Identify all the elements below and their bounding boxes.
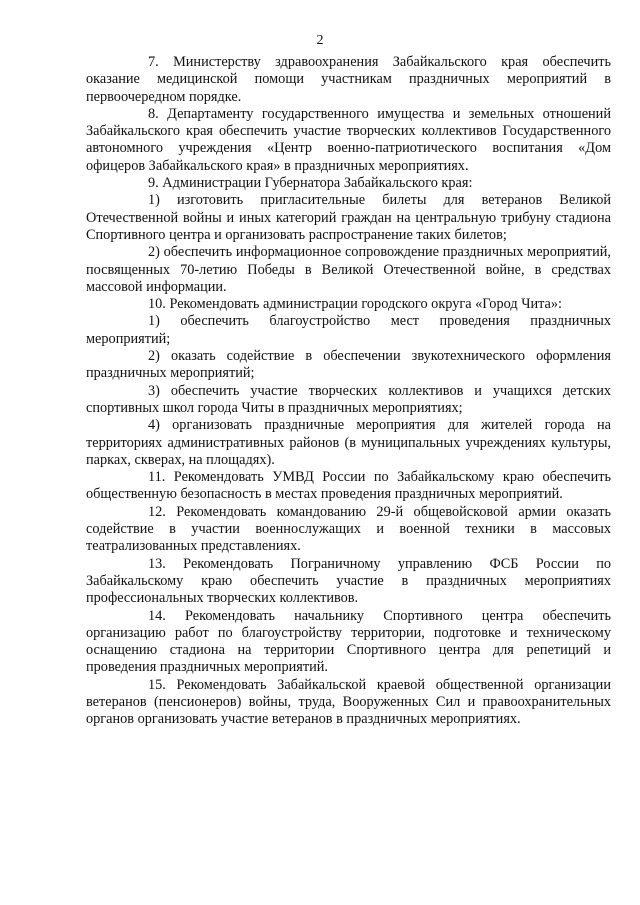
paragraph-10-item-2: 2) оказать содействие в обеспечении звукотехнического оформления праздничных мероприятий; xyxy=(86,348,611,382)
paragraph-15: 15. Рекомендовать Забайкальской краевой общественной организации ветеранов (пенсионеров) войны, труда, Вооруженных Сил и правоохранительных органов организовать участие ветеранов в праздничных мероприятиях. xyxy=(86,676,611,728)
paragraph-12: 12. Рекомендовать командованию 29-й общевойсковой армии оказать содействие в участии военнослужащих и военной техники в массовых театрализованных представлениях. xyxy=(86,503,611,555)
paragraph-14: 14. Рекомендовать начальнику Спортивного центра обеспечить организацию работ по благоустройству территории, подготовке и техническому оснащению стадиона на территории Спортивного центра для репетиций и проведения праздничных мероприятий. xyxy=(86,607,611,676)
paragraph-10-item-3: 3) обеспечить участие творческих коллективов и учащихся детских спортивных школ города Читы в праздничных мероприятиях; xyxy=(86,382,611,416)
paragraph-9-item-2: 2) обеспечить информационное сопровождение праздничных мероприятий, посвященных 70-летию Победы в Великой Отечественной войне, в средствах массовой информации. xyxy=(86,244,611,295)
paragraph-10-item-1: 1) обеспечить благоустройство мест проведения праздничных мероприятий; xyxy=(86,313,611,347)
paragraph-10: 10. Рекомендовать администрации городского округа «Город Чита»: xyxy=(148,296,563,313)
paragraph-10-item-4: 4) организовать праздничные мероприятия для жителей города на территориях административных районов (в муниципальных учреждениях культуры, парках, скверах, на площадях). xyxy=(86,417,611,468)
paragraph-9: 9. Администрации Губернатора Забайкальского края: xyxy=(148,175,473,192)
document-body xyxy=(86,54,611,729)
paragraph-8: 8. Департаменту государственного имущества и земельных отношений Забайкальского края обеспечить участие творческих коллективов Государственного автономного учреждения «Центр военно-патриотического воспитания «Дом офицеров Забайкальского края» в праздничных мероприятиях. xyxy=(86,105,611,174)
paragraph-11: 11. Рекомендовать УМВД России по Забайкальскому краю обеспечить общественную безопасность в местах проведения праздничных мероприятий. xyxy=(86,469,611,503)
page-number: 2 xyxy=(316,33,324,48)
paragraph-13: 13. Рекомендовать Пограничному управлению ФСБ России по Забайкальскому краю обеспечить участие в праздничных мероприятиях профессиональных творческих коллективов. xyxy=(86,555,611,607)
paragraph-7: 7. Министерству здравоохранения Забайкальского края обеспечить оказание медицинской помощи участникам праздничных мероприятий в первоочередном порядке. xyxy=(86,54,611,105)
paragraph-9-item-1: 1) изготовить пригласительные билеты для ветеранов Великой Отечественной войны и иных категорий граждан на центральную трибуну стадиона Спортивного центра и организовать распространение таких билетов; xyxy=(86,192,611,243)
